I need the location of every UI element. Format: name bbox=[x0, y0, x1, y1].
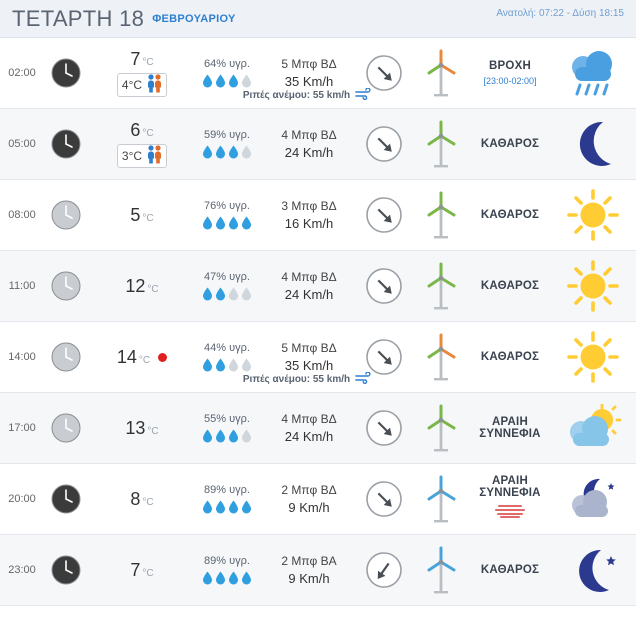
humidity-value: 44% υγρ. bbox=[204, 342, 250, 354]
humidity-drops-icon bbox=[202, 429, 252, 443]
weather-icon bbox=[550, 189, 636, 241]
temperature-value bbox=[130, 49, 153, 70]
temperature-cell bbox=[92, 347, 192, 368]
weather-icon bbox=[550, 546, 636, 594]
condition-cell bbox=[470, 209, 550, 221]
feels-like-value: 4°C bbox=[121, 78, 143, 92]
condition-cell bbox=[470, 351, 550, 363]
wind-beaufort: 4 Μπφ ΒΔ bbox=[281, 128, 337, 142]
wind-speed: 35 Km/h bbox=[284, 74, 334, 89]
forecast-row[interactable] bbox=[0, 322, 636, 393]
temperature-number: 7 bbox=[130, 559, 141, 580]
weather-icon bbox=[550, 331, 636, 383]
condition-cell bbox=[470, 475, 550, 524]
windmill-icon bbox=[412, 333, 470, 381]
condition-cell bbox=[470, 138, 550, 150]
row-time: 11:00 bbox=[8, 280, 36, 292]
wind-beaufort: 4 Μπφ ΒΔ bbox=[281, 412, 337, 426]
wind-beaufort: 3 Μπφ ΒΔ bbox=[281, 199, 337, 213]
wind-direction-icon bbox=[356, 54, 412, 92]
humidity-drops-icon bbox=[202, 571, 252, 585]
forecast-row[interactable] bbox=[0, 393, 636, 464]
condition-text: ΚΑΘΑΡΟΣ bbox=[480, 280, 540, 292]
wind-beaufort: 5 Μπφ ΒΔ bbox=[281, 57, 337, 71]
humidity-cell bbox=[192, 271, 262, 301]
wind-beaufort: 2 Μπφ ΒΑ bbox=[281, 554, 337, 568]
temperature-unit: °C bbox=[142, 567, 154, 579]
condition-period: [23:00-02:00] bbox=[483, 76, 537, 86]
condition-cell bbox=[470, 60, 550, 86]
wind-beaufort: 4 Μπφ ΒΔ bbox=[281, 270, 337, 284]
wind-speed: 35 Km/h bbox=[284, 358, 334, 373]
wind-speed: 16 Km/h bbox=[284, 216, 334, 231]
clock-icon bbox=[40, 271, 92, 301]
temperature-cell bbox=[92, 276, 192, 297]
forecast-row[interactable] bbox=[0, 535, 636, 606]
temperature-value bbox=[130, 560, 153, 581]
temperature-cell bbox=[92, 560, 192, 581]
wind-gust bbox=[243, 372, 375, 387]
temperature-value bbox=[130, 120, 153, 141]
condition-text: ΚΑΘΑΡΟΣ bbox=[480, 564, 540, 576]
forecast-row[interactable] bbox=[0, 464, 636, 535]
weather-icon bbox=[550, 477, 636, 521]
temperature-cell bbox=[92, 49, 192, 97]
wind-speed: 9 Km/h bbox=[288, 500, 330, 515]
temperature-value bbox=[125, 418, 158, 439]
weather-icon bbox=[550, 260, 636, 312]
wind-gust-text: Ριπές ανέμου: 55 km/h bbox=[242, 90, 351, 101]
wind-beaufort: 2 Μπφ ΒΔ bbox=[281, 483, 337, 497]
temperature-unit: °C bbox=[142, 212, 154, 224]
windmill-icon bbox=[412, 262, 470, 310]
row-time: 20:00 bbox=[8, 493, 36, 505]
wind-direction-icon bbox=[356, 480, 412, 518]
forecast-row[interactable] bbox=[0, 109, 636, 180]
temperature-unit: °C bbox=[147, 425, 159, 437]
humidity-value: 89% υγρ. bbox=[204, 484, 250, 496]
people-icon bbox=[146, 73, 162, 98]
windmill-icon bbox=[412, 120, 470, 168]
weather-icon bbox=[550, 404, 636, 452]
windmill-icon bbox=[412, 546, 470, 594]
wind-cell bbox=[262, 270, 356, 302]
wind-cell bbox=[242, 57, 356, 101]
windmill-icon bbox=[412, 475, 470, 523]
humidity-drops-icon bbox=[202, 74, 252, 88]
clock-icon bbox=[40, 200, 92, 230]
header-day: ΤΕΤΑΡΤΗ 18 bbox=[12, 5, 145, 31]
wind-speed: 24 Km/h bbox=[284, 145, 334, 160]
windmill-icon bbox=[412, 191, 470, 239]
fog-icon bbox=[493, 503, 527, 524]
temperature-cell bbox=[92, 205, 192, 226]
wind-speed: 24 Km/h bbox=[284, 429, 334, 444]
wind-cell bbox=[262, 554, 356, 586]
wind-speed: 9 Km/h bbox=[288, 571, 330, 586]
forecast-row[interactable] bbox=[0, 180, 636, 251]
wind-cell bbox=[262, 412, 356, 444]
forecast-row[interactable] bbox=[0, 38, 636, 109]
clock-icon bbox=[40, 129, 92, 159]
clock-icon bbox=[40, 555, 92, 585]
windmill-icon bbox=[412, 404, 470, 452]
humidity-cell bbox=[192, 555, 262, 585]
forecast-rows bbox=[0, 38, 636, 606]
clock-icon bbox=[40, 413, 92, 443]
header-month: ΦΕΒΡΟΥΑΡΙΟΥ bbox=[152, 12, 236, 25]
temperature-unit: °C bbox=[142, 128, 154, 139]
temperature-unit: °C bbox=[138, 354, 151, 366]
humidity-value: 55% υγρ. bbox=[204, 413, 250, 425]
temperature-unit: °C bbox=[142, 57, 154, 68]
temperature-value bbox=[125, 276, 158, 297]
clock-icon bbox=[40, 342, 92, 372]
feels-like-value: 3°C bbox=[121, 149, 143, 163]
temperature-number: 12 bbox=[125, 275, 146, 296]
forecast-row[interactable] bbox=[0, 251, 636, 322]
wind-cell bbox=[262, 128, 356, 160]
gust-icon bbox=[355, 372, 375, 387]
weather-icon bbox=[550, 120, 636, 168]
row-time: 08:00 bbox=[8, 209, 36, 221]
temperature-number: 13 bbox=[125, 417, 146, 438]
condition-cell bbox=[470, 280, 550, 292]
temperature-number: 5 bbox=[130, 204, 141, 225]
humidity-cell bbox=[192, 484, 262, 514]
row-time: 02:00 bbox=[8, 67, 36, 79]
wind-direction-icon bbox=[356, 196, 412, 234]
condition-text: ΑΡΑΙΗ ΣΥΝΝΕΦΙΑ bbox=[479, 416, 541, 440]
humidity-drops-icon bbox=[202, 145, 252, 159]
temperature-value bbox=[130, 489, 153, 510]
windmill-icon bbox=[412, 49, 470, 97]
humidity-cell bbox=[192, 129, 262, 159]
temperature-unit: °C bbox=[147, 283, 159, 295]
row-time: 23:00 bbox=[8, 564, 36, 576]
feels-like-badge bbox=[117, 73, 167, 97]
wind-cell bbox=[262, 483, 356, 515]
humidity-cell bbox=[192, 413, 262, 443]
wind-cell bbox=[242, 341, 356, 385]
humidity-drops-icon bbox=[202, 500, 252, 514]
humidity-value: 59% υγρ. bbox=[204, 129, 250, 141]
temperature-number: 14 bbox=[116, 346, 137, 367]
humidity-drops-icon bbox=[202, 358, 252, 372]
humidity-value: 89% υγρ. bbox=[204, 555, 250, 567]
temperature-value bbox=[117, 347, 167, 368]
temperature-cell bbox=[92, 418, 192, 439]
temperature-number: 8 bbox=[130, 488, 141, 509]
temperature-number: 6 bbox=[130, 120, 141, 140]
wind-direction-icon bbox=[356, 338, 412, 376]
row-time: 17:00 bbox=[8, 422, 36, 434]
wind-direction-icon bbox=[356, 409, 412, 447]
wind-cell bbox=[262, 199, 356, 231]
weather-icon bbox=[550, 47, 636, 99]
row-time: 14:00 bbox=[8, 351, 36, 363]
temperature-unit: °C bbox=[142, 496, 154, 508]
wind-direction-icon bbox=[356, 125, 412, 163]
temperature-value bbox=[130, 205, 153, 226]
clock-icon bbox=[40, 58, 92, 88]
row-time: 05:00 bbox=[8, 138, 36, 150]
humidity-value: 76% υγρ. bbox=[204, 200, 250, 212]
wind-direction-icon bbox=[356, 551, 412, 589]
alert-dot-icon bbox=[158, 353, 167, 362]
temperature-cell bbox=[92, 489, 192, 510]
wind-speed: 24 Km/h bbox=[284, 287, 334, 302]
people-icon bbox=[146, 144, 162, 169]
wind-gust bbox=[243, 88, 375, 103]
wind-beaufort: 5 Μπφ ΒΔ bbox=[281, 341, 337, 355]
condition-text: ΚΑΘΑΡΟΣ bbox=[480, 209, 540, 221]
humidity-cell bbox=[192, 200, 262, 230]
humidity-cell bbox=[192, 58, 262, 88]
date-header bbox=[0, 0, 636, 38]
feels-like-badge bbox=[117, 144, 167, 168]
condition-text: ΚΑΘΑΡΟΣ bbox=[480, 138, 540, 150]
gust-icon bbox=[355, 88, 375, 103]
condition-text: ΑΡΑΙΗ ΣΥΝΝΕΦΙΑ bbox=[479, 474, 541, 499]
condition-text: ΒΡΟΧΗ bbox=[489, 60, 531, 72]
temperature-cell bbox=[92, 120, 192, 168]
sunrise-sunset-text: Ανατολή: 07:22 - Δύση 18:15 bbox=[496, 8, 624, 19]
humidity-drops-icon bbox=[202, 287, 252, 301]
humidity-cell bbox=[192, 342, 262, 372]
wind-gust-text: Ριπές ανέμου: 55 km/h bbox=[242, 374, 351, 385]
condition-cell bbox=[470, 416, 550, 440]
humidity-value: 64% υγρ. bbox=[204, 58, 250, 70]
wind-direction-icon bbox=[356, 267, 412, 305]
humidity-drops-icon bbox=[202, 216, 252, 230]
condition-cell bbox=[470, 564, 550, 576]
clock-icon bbox=[40, 484, 92, 514]
humidity-value: 47% υγρ. bbox=[204, 271, 250, 283]
condition-text: ΚΑΘΑΡΟΣ bbox=[480, 351, 540, 363]
temperature-number: 7 bbox=[130, 49, 141, 69]
